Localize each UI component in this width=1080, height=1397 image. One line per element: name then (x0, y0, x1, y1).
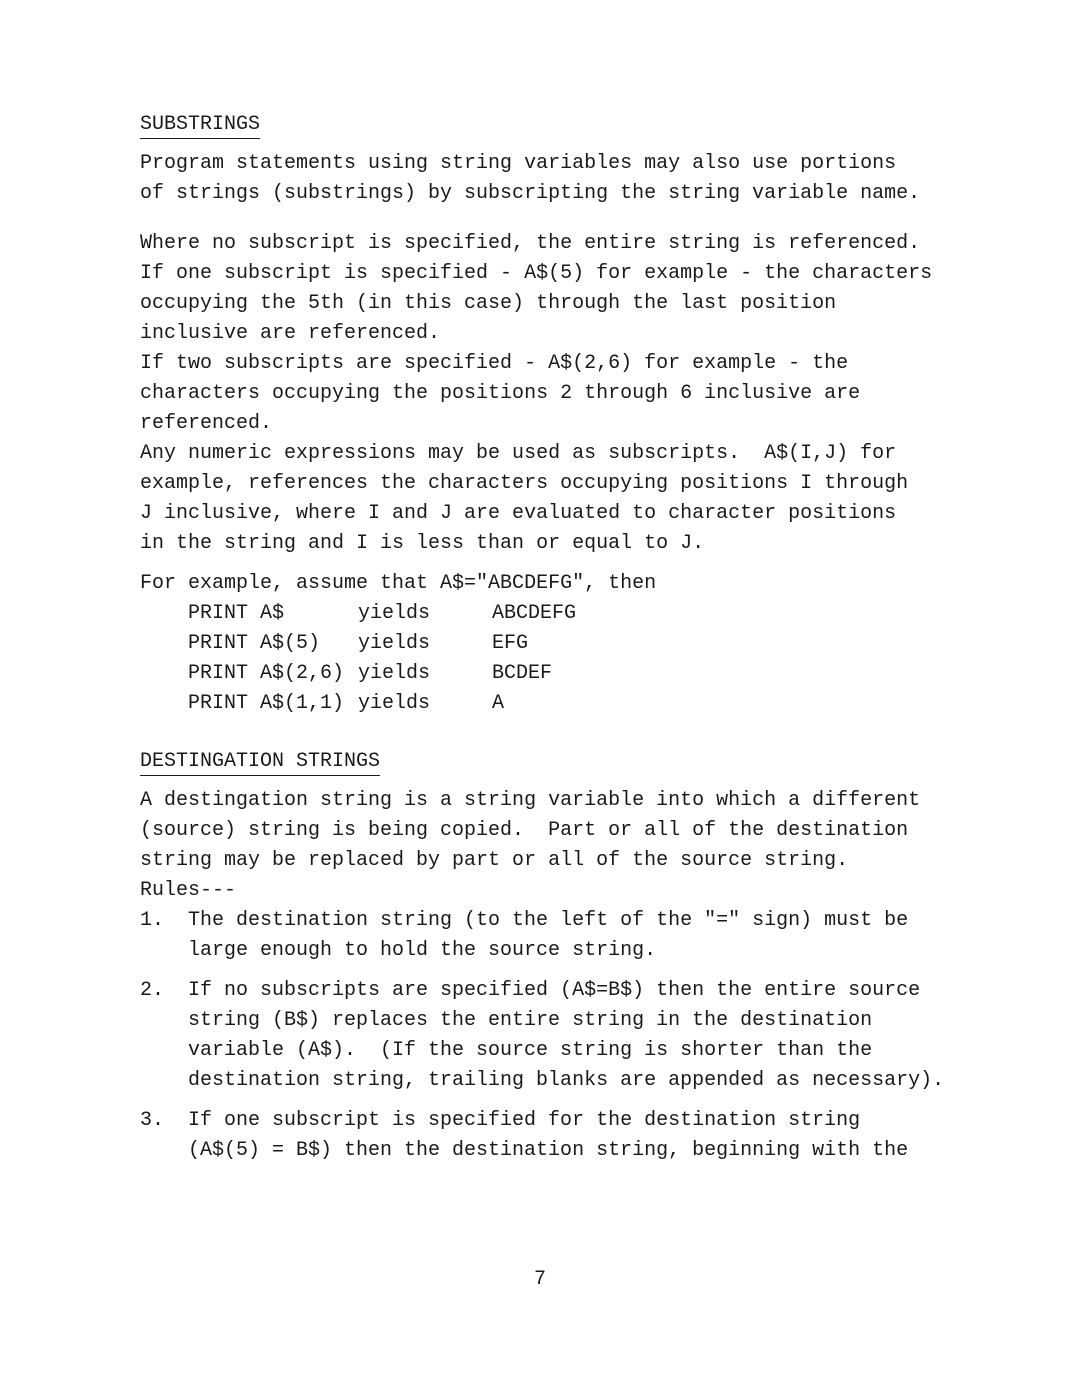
example-result: ABCDEFG (492, 602, 577, 625)
paragraph-line: characters occupying the positions 2 through 6 inclusive are (140, 382, 861, 405)
example-result: EFG (492, 632, 529, 655)
rule-line: If no subscripts are specified (A$=B$) then the entire source (188, 979, 921, 1002)
example-verb: yields (358, 632, 431, 655)
example-row (140, 629, 960, 659)
example-statement: PRINT A$ (188, 602, 285, 625)
substrings-heading: SUBSTRINGS (140, 112, 260, 139)
rule-text (188, 1106, 960, 1166)
rule-number: 3. (140, 1109, 165, 1132)
example-verb: yields (358, 602, 431, 625)
rule-number: 2. (140, 979, 165, 1002)
rule-line: string (B$) replaces the entire string in the destination (188, 1009, 873, 1032)
example-row (140, 599, 960, 629)
page-number: 7 (533, 1268, 546, 1291)
rule-line: large enough to hold the source string. (188, 939, 657, 962)
paragraph-line: (source) string is being copied. Part or all of the destination (140, 819, 909, 842)
destination-intro (140, 786, 960, 906)
paragraph-line: referenced. (140, 412, 273, 435)
paragraph-line: inclusive are referenced. (140, 322, 441, 345)
example-statement: PRINT A$(2,6) (188, 662, 345, 685)
rule-item (140, 906, 960, 966)
destination-heading: DESTINGATION STRINGS (140, 749, 380, 776)
rules-list (140, 906, 960, 1166)
paragraph-line: in the string and I is less than or equal to J. (140, 532, 705, 555)
paragraph-line: string may be replaced by part or all of the source string. (140, 849, 849, 872)
rule-item (140, 1106, 960, 1166)
paragraph-line: Program statements using string variables may also use portions (140, 152, 897, 175)
paragraph-line: If two subscripts are specified - A$(2,6) for example - the (140, 352, 849, 375)
example-statement: PRINT A$(1,1) (188, 692, 345, 715)
paragraph-line: occupying the 5th (in this case) through the last position (140, 292, 837, 315)
example-intro: For example, assume that A$="ABCDEFG", then (140, 572, 657, 595)
paragraph-line: Where no subscript is specified, the entire string is referenced. (140, 232, 921, 255)
paragraph-line: J inclusive, where I and J are evaluated to character positions (140, 502, 897, 525)
rule-line: (A$(5) = B$) then the destination string, beginning with the (188, 1139, 909, 1162)
substrings-intro (140, 149, 960, 209)
example-table (140, 599, 960, 719)
example-row (140, 659, 960, 689)
example-verb: yields (358, 662, 431, 685)
example-row (140, 689, 960, 719)
example-statement: PRINT A$(5) (188, 632, 321, 655)
example-result: A (492, 692, 505, 715)
rule-line: variable (A$). (If the source string is shorter than the (188, 1039, 873, 1062)
paragraph-line: example, references the characters occupying positions I through (140, 472, 909, 495)
rule-line: destination string, trailing blanks are appended as necessary). (188, 1069, 945, 1092)
rule-item (140, 976, 960, 1096)
example-result: BCDEF (492, 662, 553, 685)
rule-text (188, 906, 960, 966)
example-verb: yields (358, 692, 431, 715)
paragraph-line: A destingation string is a string variable into which a different (140, 789, 921, 812)
rule-text (188, 976, 960, 1096)
rule-line: The destination string (to the left of the "=" sign) must be (188, 909, 909, 932)
rule-number: 1. (140, 909, 165, 932)
rules-label: Rules--- (140, 879, 237, 902)
rule-line: If one subscript is specified for the destination string (188, 1109, 861, 1132)
paragraph-line: Any numeric expressions may be used as subscripts. A$(I,J) for (140, 442, 897, 465)
document-page (140, 112, 960, 1166)
paragraph-line: of strings (substrings) by subscripting the string variable name. (140, 182, 921, 205)
substrings-body (140, 229, 960, 559)
paragraph-line: If one subscript is specified - A$(5) for example - the characters (140, 262, 933, 285)
